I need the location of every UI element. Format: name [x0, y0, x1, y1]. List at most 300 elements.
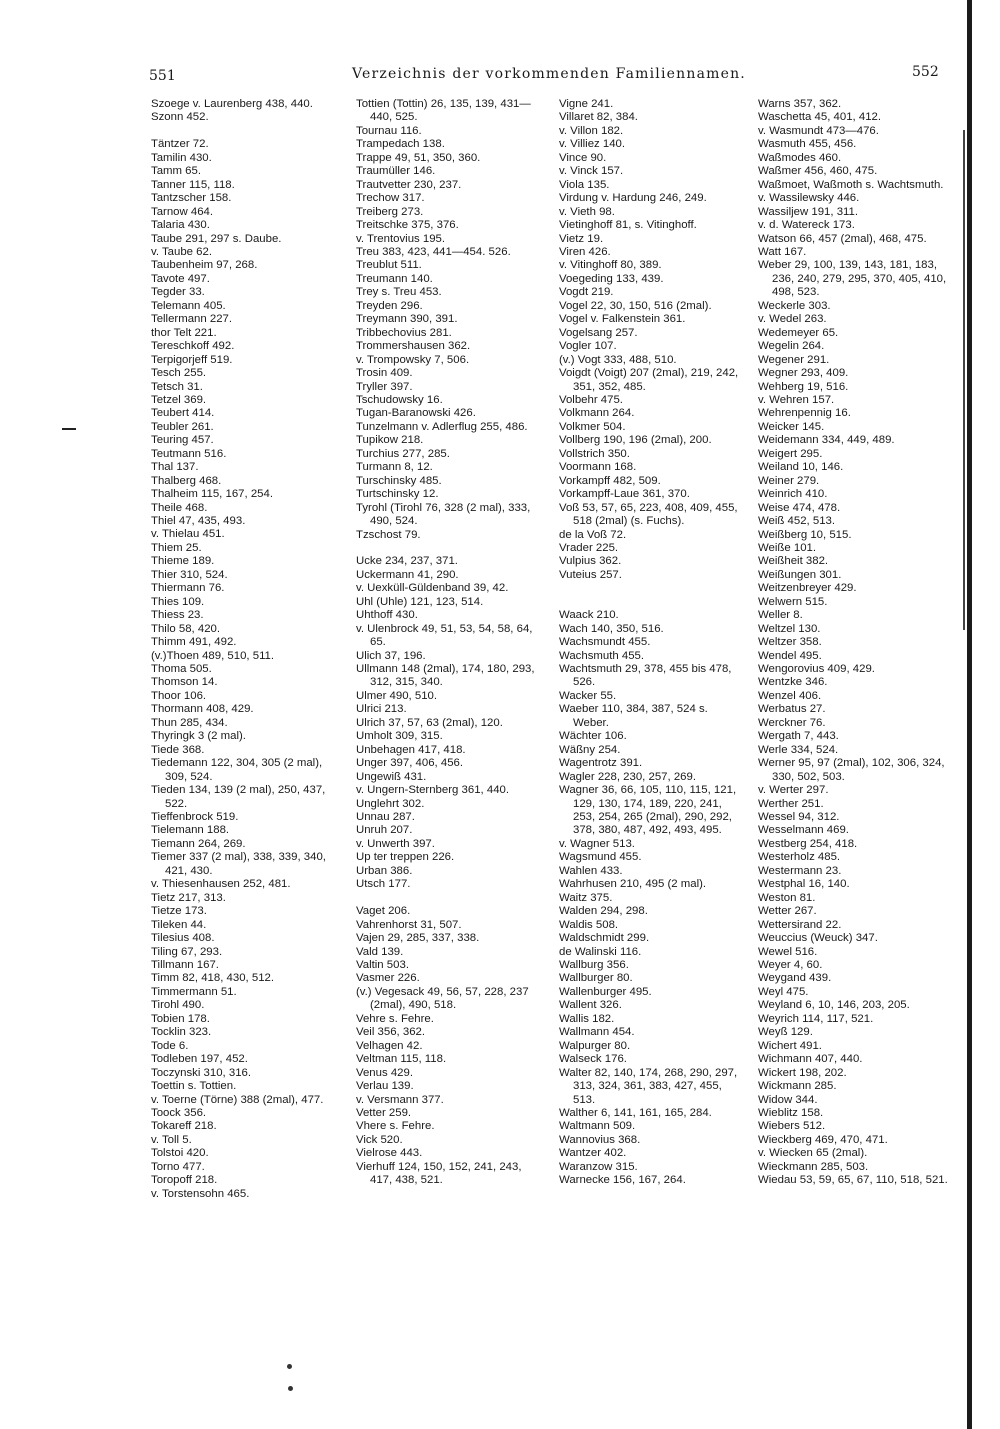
- index-entry: Wichert 491.: [758, 1039, 822, 1052]
- index-entry: Tavote 497.: [151, 272, 210, 285]
- scan-speck: [288, 1386, 293, 1391]
- index-entry: Wagler 228, 230, 257, 269.: [559, 770, 696, 783]
- index-entry: Traumüller 146.: [356, 165, 436, 178]
- index-entry: Waltmann 509.: [559, 1120, 636, 1133]
- index-entry: Vigne 241.: [559, 98, 614, 110]
- index-entry: Walpurger 80.: [559, 1039, 631, 1052]
- index-entry: Weller 8.: [758, 609, 803, 622]
- index-entry: v. d. Watereck 173.: [758, 219, 855, 232]
- index-entry: Waldis 508.: [559, 918, 619, 931]
- index-entry: Weiß 452, 513.: [758, 515, 836, 528]
- index-entry: Tiemann 264, 269.: [151, 837, 246, 850]
- index-entry: Wantzer 402.: [559, 1147, 627, 1160]
- index-entry: Tiling 67, 293.: [151, 945, 223, 958]
- index-entry: Werle 334, 524.: [758, 743, 839, 756]
- index-entry: Thormann 408, 429.: [151, 703, 254, 716]
- index-entry: Wetter 267.: [758, 905, 817, 918]
- index-entry: v. Wagner 513.: [559, 837, 635, 850]
- index-entry: (v.) Vogt 333, 488, 510.: [559, 353, 677, 366]
- index-entry: Walden 294, 298.: [559, 905, 648, 918]
- index-entry: Tupikow 218.: [356, 434, 424, 447]
- index-entry: Weyer 4, 60.: [758, 959, 823, 971]
- index-entry: Thiel 47, 435, 493.: [151, 515, 246, 528]
- index-entry: v. Torstensohn 465.: [151, 1187, 250, 1200]
- index-entry: v. Ungern-Sternberg 361, 440.: [356, 784, 510, 797]
- index-entry: Thimm 491, 492.: [151, 636, 237, 649]
- index-entry: Weise 474, 478.: [758, 501, 841, 514]
- index-entry: Toock 356.: [151, 1106, 207, 1119]
- index-entry: Weitzenbreyer 429.: [758, 582, 857, 595]
- index-entry: Tschudowsky 16.: [356, 393, 443, 406]
- index-entry: Teutmann 516.: [151, 447, 227, 460]
- index-entry: Unger 397, 406, 456.: [356, 757, 464, 770]
- index-entry: Vorkampff 482, 509.: [559, 474, 661, 487]
- index-entry: Todleben 197, 452.: [151, 1053, 248, 1066]
- index-entry: Werckner 76.: [758, 716, 826, 729]
- index-entry: Wegelin 264.: [758, 340, 825, 353]
- index-entry: Uhl (Uhle) 121, 123, 514.: [356, 595, 484, 608]
- index-entry: Tokareff 218.: [151, 1120, 217, 1133]
- index-entry: v. Vinck 157.: [559, 165, 624, 178]
- index-entry: Thiem 25.: [151, 541, 202, 554]
- index-entry: Wachsmundt 455.: [559, 636, 651, 649]
- index-entry: Szoege v. Laurenberg 438, 440.: [151, 98, 313, 110]
- index-entry: Toczynski 310, 316.: [151, 1066, 252, 1079]
- index-entry: Waeber 110, 384, 387, 524 s. Weber.: [559, 703, 711, 729]
- index-entry: Thies 109.: [151, 595, 205, 608]
- index-entry: Taubenheim 97, 268.: [151, 259, 258, 272]
- index-entry: Timm 82, 418, 430, 512.: [151, 972, 275, 985]
- index-entry: Turschinsky 485.: [356, 474, 442, 487]
- index-entry: Valtin 503.: [356, 958, 409, 971]
- index-entry: Teubler 261.: [151, 420, 214, 433]
- index-entry: v. Villiez 140.: [559, 138, 626, 151]
- index-entry: v. Wasmundt 473—476.: [758, 124, 879, 137]
- index-entry: Wagsmund 455.: [559, 851, 642, 864]
- index-entry: Vielrose 443.: [356, 1147, 423, 1160]
- index-entry: Wedemeyer 65.: [758, 326, 839, 339]
- index-entry: Weinrich 410.: [758, 488, 828, 501]
- index-entry: Thiess 23.: [151, 609, 204, 622]
- index-entry: Wagentrotz 391.: [559, 757, 643, 770]
- index-entry: Velhagen 42.: [356, 1039, 423, 1052]
- index-entry: v. Werter 297.: [758, 784, 829, 797]
- index-entry: Ucke 234, 237, 371.: [356, 555, 458, 568]
- scan-edge-shadow: [963, 130, 965, 630]
- index-entry: Treitschke 375, 376.: [356, 219, 459, 232]
- index-entry: Urban 386.: [356, 864, 413, 877]
- index-entry: Wieckberg 469, 470, 471.: [758, 1133, 888, 1146]
- index-entry: Waack 210.: [559, 609, 619, 622]
- index-entry: Teubert 414.: [151, 407, 215, 420]
- index-entry: Ulich 37, 196.: [356, 649, 426, 662]
- index-entry: Waßmodes 460.: [758, 151, 842, 164]
- index-entry: Waranzow 315.: [559, 1160, 638, 1173]
- index-entry: Thoma 505.: [151, 663, 212, 676]
- index-entry: Wallis 182.: [559, 1012, 615, 1025]
- index-entry: Tryller 397.: [356, 380, 413, 393]
- index-entry: v. Vitinghoff 80, 389.: [559, 259, 662, 272]
- index-entry: Villaret 82, 384.: [559, 111, 638, 124]
- page-title: Verzeichnis der vorkommenden Familiennamen.: [352, 66, 746, 82]
- index-entry: Vierhuff 124, 150, 152, 241, 243, 417, 438, 521.: [356, 1160, 525, 1187]
- index-entry: Utsch 177.: [356, 878, 411, 891]
- index-entry: v. Wassilewsky 446.: [758, 192, 860, 205]
- index-entry: Thier 310, 524.: [151, 568, 228, 581]
- index-entry: Treiberg 273.: [356, 205, 424, 218]
- index-entry: Tillmann 167.: [151, 958, 219, 971]
- index-entry: v. Trompowsky 7, 506.: [356, 353, 470, 366]
- index-entry: Wach 140, 350, 516.: [559, 622, 664, 635]
- index-entry: Wallmann 454.: [559, 1026, 635, 1039]
- page-number-right: 552: [912, 64, 939, 80]
- index-entry: Tieden 134, 139 (2 mal), 250, 437, 522.: [151, 784, 329, 810]
- index-entry: Walter 82, 140, 174, 268, 290, 297, 313, 324, 361, 383, 427, 455, 513.: [559, 1066, 741, 1106]
- scan-edge-bar: [967, 0, 972, 1429]
- index-entry: Tribbechovius 281.: [356, 326, 452, 339]
- index-entry: Trosin 409.: [356, 367, 413, 380]
- index-entry: Tolstoi 420.: [151, 1147, 209, 1160]
- index-column-2: [356, 98, 544, 1188]
- index-entry: Thun 285, 434.: [151, 716, 228, 729]
- index-entry: Volbehr 475.: [559, 393, 623, 406]
- index-entry: Venus 429.: [356, 1066, 414, 1079]
- index-entry: Up ter treppen 226.: [356, 851, 455, 864]
- index-entry: Tirohl 490.: [151, 999, 205, 1012]
- index-entry: Treymann 390, 391.: [356, 313, 458, 326]
- index-entry: Ullmann 148 (2mal), 174, 180, 293, 312, 315, 340.: [356, 663, 538, 689]
- index-entry: Tetsch 31.: [151, 380, 203, 393]
- index-entry: Wengorovius 409, 429.: [758, 663, 875, 676]
- index-entry: Veil 356, 362.: [356, 1026, 426, 1039]
- index-entry: Trappe 49, 51, 350, 360.: [356, 151, 481, 164]
- index-entry: Waschetta 45, 401, 412.: [758, 111, 882, 124]
- index-entry: Trommershausen 362.: [356, 340, 471, 353]
- index-entry: Trautvetter 230, 237.: [356, 178, 462, 191]
- index-entry: v. Vieth 98.: [559, 205, 615, 218]
- index-entry: Vhere s. Fehre.: [356, 1120, 435, 1133]
- index-entry: Tyrohl (Tirohl 76, 328 (2 mal), 333, 490, 524.: [356, 501, 534, 528]
- index-entry: Tiedemann 122, 304, 305 (2 mal), 309, 524.: [151, 757, 326, 783]
- index-entry: Weyland 6, 10, 146, 203, 205.: [758, 999, 910, 1012]
- index-entry: Thalheim 115, 167, 254.: [151, 488, 274, 501]
- index-entry: Wegener 291.: [758, 353, 830, 366]
- index-entry: Vald 139.: [356, 945, 404, 958]
- index-entry: Thomson 14.: [151, 676, 218, 689]
- index-entry: Wagner 36, 66, 105, 110, 115, 121, 129, 130, 174, 189, 220, 241, 253, 254, 265 (2mal), 290, 292, 378, 380, 487, 492, 493, 495.: [559, 784, 740, 837]
- index-entry: Vietinghoff 81, s. Vitinghoff.: [559, 219, 697, 232]
- index-entry: (v.)Thoen 489, 510, 511.: [151, 649, 275, 662]
- index-entry: Waßmer 456, 460, 475.: [758, 165, 878, 178]
- index-entry: v. Uexküll-Güldenband 39, 42.: [356, 582, 509, 595]
- index-entry: Wahlen 433.: [559, 864, 623, 877]
- index-entry: v. Villon 182.: [559, 124, 624, 137]
- page-header: [0, 66, 1000, 86]
- index-entry: Tietz 217, 313.: [151, 891, 226, 904]
- index-entry: Weißberg 10, 515.: [758, 528, 852, 541]
- index-entry: Treublut 511.: [356, 259, 422, 272]
- index-entry: Wallent 326.: [559, 999, 622, 1012]
- index-entry: Wiebers 512.: [758, 1120, 826, 1133]
- index-entry: Volkmann 264.: [559, 407, 635, 420]
- index-entry: v. Thiesenhausen 252, 481.: [151, 878, 291, 891]
- index-entry: Wallburg 356.: [559, 958, 629, 971]
- index-entry: Weygand 439.: [758, 972, 832, 985]
- index-entry: Wergath 7, 443.: [758, 730, 839, 743]
- index-entry: Verlau 139.: [356, 1080, 414, 1093]
- index-entry: v. Wehren 157.: [758, 393, 835, 406]
- index-entry: Vietz 19.: [559, 232, 604, 245]
- index-entry: Tode 6.: [151, 1039, 189, 1052]
- index-entry: Tereschkoff 492.: [151, 340, 235, 353]
- index-entry: (v.) Vegesack 49, 56, 57, 228, 237 (2mal), 490, 518.: [356, 985, 532, 1012]
- index-entry: Thyringk 3 (2 mal).: [151, 730, 246, 743]
- index-entry: Wäßny 254.: [559, 743, 621, 756]
- index-entry: Turchius 277, 285.: [356, 447, 450, 460]
- index-entry: Thoor 106.: [151, 689, 207, 702]
- index-entry: v. Unwerth 397.: [356, 837, 435, 850]
- index-entry: Uckermann 41, 290.: [356, 568, 459, 581]
- index-entry: Treu 383, 423, 441—454. 526.: [356, 245, 511, 258]
- index-entry: Uhthoff 430.: [356, 609, 418, 622]
- index-entry: Voegeding 133, 439.: [559, 272, 664, 285]
- index-entry: Walseck 176.: [559, 1053, 627, 1066]
- index-entry: Voß 53, 57, 65, 223, 408, 409, 455, 518 (2mal) (s. Fuchs).: [559, 501, 741, 528]
- index-entry: Wahrhusen 210, 495 (2 mal).: [559, 878, 707, 891]
- index-entry: Vajen 29, 285, 337, 338.: [356, 932, 480, 945]
- index-entry: Virdung v. Hardung 246, 249.: [559, 192, 707, 205]
- index-entry: Wickert 198, 202.: [758, 1066, 847, 1079]
- index-entry: Tielemann 188.: [151, 824, 230, 837]
- index-entry: v. Toerne (Törne) 388 (2mal), 477.: [151, 1093, 324, 1106]
- index-entry: Wentzke 346.: [758, 676, 828, 689]
- index-entry: Vogdt 219.: [559, 286, 614, 299]
- index-entry: Szonn 452.: [151, 111, 209, 124]
- index-entry: v. Taube 62.: [151, 245, 213, 258]
- index-entry: v. Wedel 263.: [758, 313, 827, 326]
- index-entry: Weiße 101.: [758, 541, 817, 554]
- index-entry: Treumann 140.: [356, 272, 433, 285]
- index-entry: Tobien 178.: [151, 1012, 210, 1025]
- index-entry: Tantzscher 158.: [151, 192, 232, 205]
- index-entry: Weston 81.: [758, 891, 816, 904]
- index-entry: Thalberg 468.: [151, 474, 222, 487]
- index-entry: Weidemann 334, 449, 489.: [758, 434, 895, 447]
- index-entry: v. Wiecken 65 (2mal).: [758, 1147, 868, 1160]
- index-entry: Tetzel 369.: [151, 393, 207, 406]
- index-entry: Torno 477.: [151, 1160, 205, 1173]
- index-entry: Vollstrich 350.: [559, 447, 630, 460]
- index-entry: v. Thielau 451.: [151, 528, 225, 541]
- index-entry: Theile 468.: [151, 501, 208, 514]
- index-entry: Tanner 115, 118.: [151, 178, 235, 191]
- index-entry: Wesselmann 469.: [758, 824, 849, 837]
- index-entry: Weiland 10, 146.: [758, 461, 844, 474]
- index-entry: Weicker 145.: [758, 420, 825, 433]
- index-entry: Turmann 8, 12.: [356, 461, 433, 474]
- index-entry: Wiedau 53, 59, 65, 67, 110, 518, 521.: [758, 1174, 948, 1187]
- index-entry: Ulmer 490, 510.: [356, 689, 438, 702]
- index-entry: Wassiljew 191, 311.: [758, 205, 859, 218]
- index-entry: Trey s. Treu 453.: [356, 286, 442, 299]
- index-entry: Terpigorjeff 519.: [151, 353, 233, 366]
- index-entry: v. Trentovius 195.: [356, 232, 446, 245]
- index-entry: Vrader 225.: [559, 541, 619, 554]
- index-entry: Wendel 495.: [758, 649, 822, 662]
- index-entry: Telemann 405.: [151, 299, 226, 312]
- index-entry: Watson 66, 457 (2mal), 468, 475.: [758, 232, 927, 245]
- index-entry: Trampedach 138.: [356, 138, 445, 151]
- index-entry: Werner 95, 97 (2mal), 102, 306, 324, 330, 502, 503.: [758, 757, 948, 783]
- index-entry: Wegner 293, 409.: [758, 367, 849, 380]
- index-entry: Vogler 107.: [559, 340, 617, 353]
- index-entry: v. Ulenbrock 49, 51, 53, 54, 58, 64, 65.: [356, 622, 536, 649]
- section-gap: [559, 596, 745, 609]
- index-entry: Tellermann 227.: [151, 313, 233, 326]
- section-gap: [356, 892, 544, 905]
- index-entry: Tilesius 408.: [151, 932, 215, 945]
- index-column-4: [758, 98, 950, 1188]
- index-entry: Voigdt (Voigt) 207 (2mal), 219, 242, 351, 352, 485.: [559, 367, 742, 393]
- index-entry: Wewel 516.: [758, 945, 818, 958]
- index-entry: Veltman 115, 118.: [356, 1053, 447, 1066]
- index-entry: Tottien (Tottin) 26, 135, 139, 431—440, 525.: [356, 98, 531, 124]
- index-entry: Wehrenpennig 16.: [758, 407, 851, 420]
- index-entry: Wannovius 368.: [559, 1133, 641, 1146]
- index-entry: Westerholz 485.: [758, 851, 841, 864]
- page-number-left: 551: [149, 68, 176, 84]
- index-entry: Wenzel 406.: [758, 689, 822, 702]
- index-entry: Vulpius 362.: [559, 555, 622, 568]
- index-entry: Weyß 129.: [758, 1026, 813, 1039]
- index-entry: Wallburger 80.: [559, 972, 633, 985]
- index-entry: Weyrich 114, 117, 521.: [758, 1012, 874, 1025]
- index-entry: Vogel 22, 30, 150, 516 (2mal).: [559, 299, 712, 312]
- index-entry: Wachsmuth 455.: [559, 649, 645, 662]
- index-entry: Vick 520.: [356, 1133, 403, 1146]
- index-entry: Vuteius 257.: [559, 568, 622, 581]
- index-entry: Walther 6, 141, 161, 165, 284.: [559, 1106, 712, 1119]
- index-entry: Weißungen 301.: [758, 568, 842, 581]
- index-entry: Ungewiß 431.: [356, 770, 427, 783]
- index-entry: Tileken 44.: [151, 918, 207, 931]
- index-entry: Talaria 430.: [151, 219, 210, 232]
- index-entry: Wallenburger 495.: [559, 985, 652, 998]
- index-entry: Ulrich 37, 57, 63 (2mal), 120.: [356, 716, 503, 729]
- index-entry: Westphal 16, 140.: [758, 878, 850, 891]
- index-entry: Waßmoet, Waßmoth s. Wachtsmuth.: [758, 178, 944, 191]
- index-entry: Weltzer 358.: [758, 636, 822, 649]
- index-entry: Trechow 317.: [356, 192, 425, 205]
- index-entry: Tiede 368.: [151, 743, 205, 756]
- index-entry: Weiner 279.: [758, 474, 820, 487]
- index-entry: Tegder 33.: [151, 286, 205, 299]
- index-entry: Ulrici 213.: [356, 703, 407, 716]
- index-entry: Volkmer 504.: [559, 420, 626, 433]
- index-entry: Werbatus 27.: [758, 703, 826, 716]
- index-entry: v. Toll 5.: [151, 1133, 192, 1146]
- index-entry: Vasmer 226.: [356, 972, 420, 985]
- index-entry: Wachtsmuth 29, 378, 455 bis 478, 526.: [559, 663, 735, 689]
- section-gap: [151, 125, 337, 138]
- section-gap: [559, 582, 745, 595]
- index-entry: Weber 29, 100, 139, 143, 181, 183, 236, 240, 279, 295, 370, 405, 410, 498, 523.: [758, 259, 950, 299]
- index-entry: Tamilin 430.: [151, 151, 212, 164]
- index-entry: Werther 251.: [758, 797, 824, 810]
- index-entry: Teuring 457.: [151, 434, 214, 447]
- index-entry: Vogelsang 257.: [559, 326, 638, 339]
- index-entry: Vince 90.: [559, 151, 607, 164]
- index-entry: Thal 137.: [151, 461, 199, 474]
- index-entry: Vaget 206.: [356, 905, 411, 918]
- index-entry: Vahrenhorst 31, 507.: [356, 918, 462, 931]
- index-entry: Warns 357, 362.: [758, 98, 842, 110]
- index-entry: Wessel 94, 312.: [758, 811, 840, 824]
- index-entry: Weuccius (Weuck) 347.: [758, 932, 878, 945]
- index-entry: Unglehrt 302.: [356, 797, 425, 810]
- index-entry: Wächter 106.: [559, 730, 627, 743]
- index-entry: Thieme 189.: [151, 555, 215, 568]
- scan-speck: [62, 428, 76, 430]
- index-entry: Unruh 207.: [356, 824, 413, 837]
- index-entry: Wehberg 19, 516.: [758, 380, 849, 393]
- index-entry: Thiermann 76.: [151, 582, 225, 595]
- index-entry: Voormann 168.: [559, 461, 637, 474]
- index-entry: Taube 291, 297 s. Daube.: [151, 232, 282, 245]
- index-entry: Tesch 255.: [151, 367, 207, 380]
- index-entry: Tugan-Baranowski 426.: [356, 407, 476, 420]
- index-entry: Treyden 296.: [356, 299, 423, 312]
- index-entry: Tournau 116.: [356, 124, 422, 137]
- index-entry: Wichmann 407, 440.: [758, 1053, 863, 1066]
- index-entry: Wieckmann 285, 503.: [758, 1160, 869, 1173]
- index-entry: Weckerle 303.: [758, 299, 831, 312]
- index-entry: Tietze 173.: [151, 905, 207, 918]
- index-entry: Wacker 55.: [559, 689, 617, 702]
- index-entry: Waitz 375.: [559, 891, 613, 904]
- index-entry: Thilo 58, 420.: [151, 622, 221, 635]
- index-entry: Unnau 287.: [356, 811, 415, 823]
- index-entry: Widow 344.: [758, 1093, 818, 1106]
- index-entry: Warnecke 156, 167, 264.: [559, 1174, 686, 1187]
- index-entry: de Walinski 116.: [559, 945, 642, 958]
- index-entry: Toettin s. Tottien.: [151, 1080, 237, 1093]
- index-entry: Wickmann 285.: [758, 1080, 837, 1093]
- index-entry: Viola 135.: [559, 178, 610, 191]
- index-entry: Weigert 295.: [758, 447, 823, 460]
- index-column-3: [559, 98, 745, 1188]
- index-entry: Unbehagen 417, 418.: [356, 743, 466, 756]
- index-entry: Vorkampff-Laue 361, 370.: [559, 488, 690, 501]
- index-entry: Vehre s. Fehre.: [356, 1012, 434, 1025]
- index-entry: Weltzel 130.: [758, 622, 821, 635]
- index-entry: Tieffenbrock 519.: [151, 811, 239, 823]
- index-entry: Weißheit 382.: [758, 555, 829, 568]
- index-entry: Tzschost 79.: [356, 528, 421, 541]
- index-entry: Tocklin 323.: [151, 1026, 212, 1039]
- index-entry: Tunzelmann v. Adlerflug 255, 486.: [356, 420, 528, 433]
- section-gap: [356, 542, 544, 555]
- index-entry: Wasmuth 455, 456.: [758, 138, 857, 151]
- index-entry: Vetter 259.: [356, 1106, 412, 1119]
- index-entry: Vogel v. Falkenstein 361.: [559, 313, 686, 326]
- index-entry: Turtschinsky 12.: [356, 488, 439, 501]
- index-entry: Tamm 65.: [151, 165, 202, 178]
- index-entry: Wettersirand 22.: [758, 918, 842, 931]
- index-entry: Westberg 254, 418.: [758, 837, 858, 850]
- index-entry: Wieblitz 158.: [758, 1106, 824, 1119]
- index-entry: Tarnow 464.: [151, 205, 214, 218]
